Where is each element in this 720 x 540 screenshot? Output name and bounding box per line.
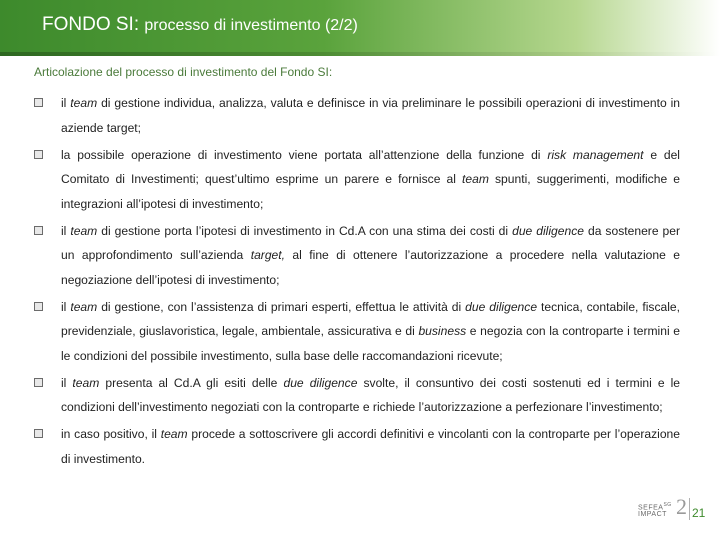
- title-bar-shadow: [0, 52, 720, 56]
- process-step-item: [34, 143, 680, 217]
- square-bullet-icon: [34, 302, 43, 311]
- item-text: in caso positivo, il: [61, 427, 161, 441]
- process-step-item: [34, 219, 680, 293]
- item-text-italic: due diligence: [283, 375, 358, 390]
- item-text: il: [61, 299, 71, 314]
- process-step-item: [34, 422, 680, 471]
- item-text-italic: team: [70, 96, 98, 110]
- process-step-item: [34, 371, 680, 420]
- square-bullet-icon: [34, 429, 43, 438]
- process-step-item: [34, 91, 680, 140]
- logo-mark: 2: [676, 494, 687, 519]
- item-text-italic: target,: [250, 248, 285, 262]
- item-text: da sostenere per un approfondimento sull’azienda: [61, 223, 681, 262]
- item-text: il: [61, 223, 71, 238]
- item-text: al fine di ottenere l’autorizzazione a procedere nella valutazione e negoziazione dell’ipotesi di investimento;: [61, 248, 680, 287]
- item-text-italic: team: [70, 299, 98, 314]
- logo-line-2: IMPACT: [638, 511, 667, 518]
- item-text-italic: team: [160, 427, 188, 441]
- square-bullet-icon: [34, 378, 43, 387]
- item-text-italic: business: [418, 324, 467, 338]
- item-text: il: [61, 375, 73, 390]
- item-text: di gestione, con l’assistenza di primari esperti, effettua le attività di: [97, 299, 466, 314]
- item-text: e del Comitato di Investimenti; quest’ultimo esprime un parere e fornisce al: [61, 147, 680, 186]
- title-main: FONDO SI:: [42, 14, 145, 35]
- page-number: 21: [692, 506, 706, 520]
- item-text: tecnica, contabile, fiscale, previdenziale, giuslavoristica, legale, ambientale, assicurativa e di: [61, 299, 681, 338]
- slide-title: [42, 14, 358, 36]
- logo-divider: [689, 498, 690, 520]
- item-text: di gestione individua, analizza, valuta e definisce in via preliminare le possibili operazioni di investimento in aziende target;: [61, 96, 680, 135]
- square-bullet-icon: [34, 98, 43, 107]
- item-text-italic: due diligence: [512, 223, 584, 238]
- item-text-italic: team: [70, 223, 98, 238]
- square-bullet-icon: [34, 150, 43, 159]
- item-text: spunti, suggerimenti, modifiche e integrazioni all’ipotesi di investimento;: [61, 172, 680, 211]
- title-bar: [0, 0, 720, 56]
- item-text: la possibile operazione di investimento viene portata all’attenzione della funzione di: [61, 147, 548, 162]
- title-rest: processo di investimento (2/2): [144, 17, 358, 34]
- item-text: presenta al Cd.A gli esiti delle: [99, 375, 284, 390]
- item-text: di gestione porta l’ipotesi di investimento in Cd.A con una stima dei costi di: [97, 223, 513, 238]
- item-text-italic: team: [72, 375, 100, 390]
- item-text: svolte, il consuntivo dei costi sostenuti ed i termini e le condizioni dell’investimento negoziati con la controparte e richiede l’autorizzazione a perfezionare l’investimento;: [61, 375, 681, 414]
- process-step-list: [34, 91, 680, 474]
- item-text: procede a sottoscrivere gli accordi definitivi e vincolanti con la controparte per l’operazione di investimento.: [61, 427, 681, 466]
- slide-subtitle: Articolazione del processo di investimento del Fondo SI:: [34, 65, 333, 79]
- item-text-italic: risk management: [547, 147, 644, 162]
- item-text-italic: due diligence: [465, 299, 538, 314]
- logo-line-1: $SEFEA^{SG}$: [638, 502, 672, 512]
- item-text: e negozia con la controparte i termini e le condizioni del possibile investimento, sulla base delle raccomandazioni ricevute;: [61, 324, 681, 363]
- process-step-item: [34, 295, 680, 369]
- item-text: il: [61, 96, 71, 110]
- square-bullet-icon: [34, 226, 43, 235]
- item-text-italic: team: [462, 172, 489, 186]
